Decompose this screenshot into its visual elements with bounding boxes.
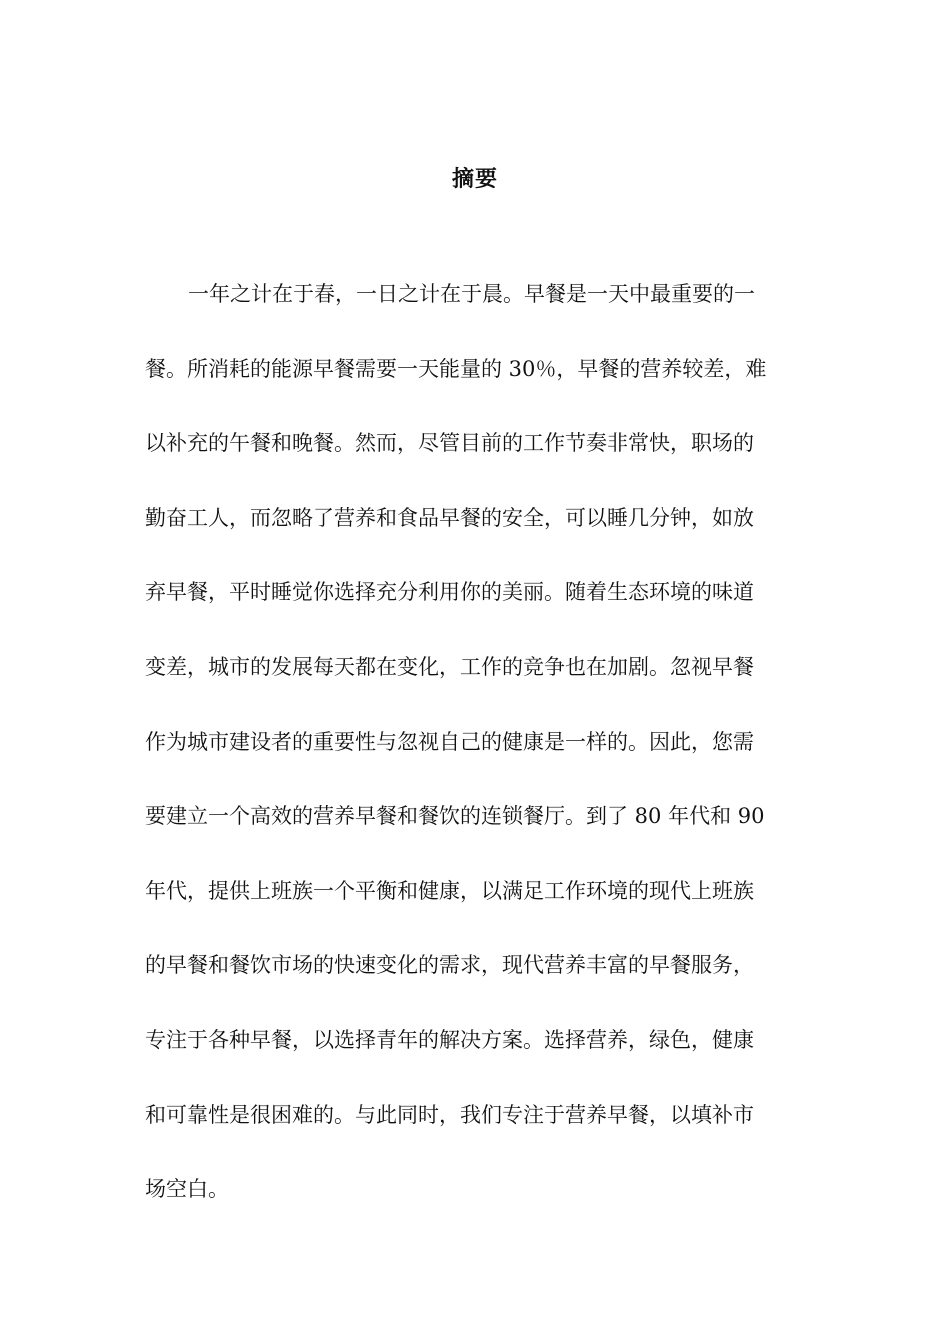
paragraph-line: 以补充的午餐和晚餐。然而，尽管目前的工作节奏非常快，职场的 [145, 431, 754, 456]
paragraph-line: 一年之计在于春，一日之计在于晨。早餐是一天中最重要的一 [188, 282, 755, 306]
paragraph-line: 的早餐和餐饮市场的快速变化的需求，现代营养丰富的早餐服务， [145, 953, 754, 978]
paragraph-line: 年代，提供上班族一个平衡和健康，以满足工作环境的现代上班族 [145, 878, 754, 903]
paragraph-line: 和可靠性是很困难的。与此同时，我们专注于营养早餐，以填补市 [145, 1102, 754, 1127]
paragraph-line: 勤奋工人，而忽略了营养和食品早餐的安全，可以睡几分钟，如放 [145, 505, 754, 530]
paragraph-line: 要建立一个高效的营养早餐和餐饮的连锁餐厅。到了 80 年代和 90 [145, 804, 765, 829]
paragraph-line: 场空白。 [145, 1177, 229, 1202]
paragraph-line: 专注于各种早餐，以选择青年的解决方案。选择营养，绿色，健康 [145, 1027, 754, 1052]
paragraph-line: 餐。所消耗的能源早餐需要一天能量的 30％，早餐的营养较差，难 [145, 356, 767, 381]
abstract-body [145, 274, 805, 1244]
paragraph-line: 变差，城市的发展每天都在变化，工作的竞争也在加剧。忽视早餐 [145, 654, 754, 679]
abstract-title: 摘要 [451, 167, 498, 192]
paragraph-line: 作为城市建设者的重要性与忽视自己的健康是一样的。因此，您需 [145, 729, 754, 754]
paragraph-line: 弃早餐，平时睡觉你选择充分利用你的美丽。随着生态环境的味道 [145, 580, 754, 605]
